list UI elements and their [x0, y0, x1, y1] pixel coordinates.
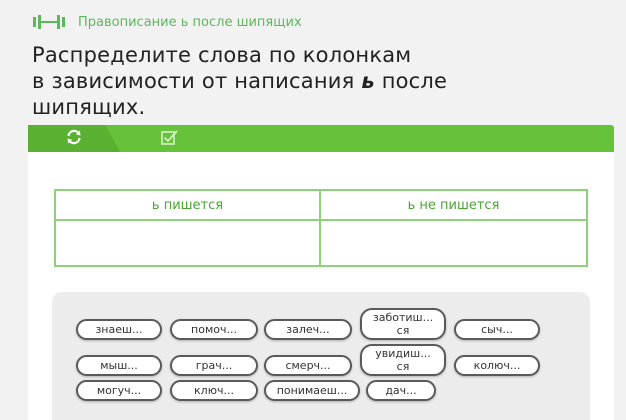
check-button[interactable] — [124, 125, 216, 152]
column-header-soft-sign-not-written: ь не пишется — [321, 191, 586, 221]
word-chip[interactable]: могуч... — [76, 380, 162, 401]
title-soft-sign: ь — [361, 69, 375, 93]
word-chip[interactable]: ключ... — [170, 380, 258, 401]
word-chip[interactable]: колюч... — [454, 355, 540, 376]
drop-zone-soft-sign-written[interactable] — [56, 221, 321, 265]
word-chip[interactable]: залеч... — [264, 319, 352, 340]
refresh-button[interactable] — [28, 125, 120, 152]
word-chip[interactable]: грач... — [170, 355, 258, 376]
breadcrumb — [32, 12, 302, 32]
page-title — [32, 42, 602, 120]
word-chip[interactable]: увидиш... ся — [360, 344, 446, 376]
column-header-soft-sign-written: ь пишется — [56, 191, 321, 221]
title-line-2 — [32, 68, 602, 94]
word-bank — [52, 292, 590, 420]
refresh-icon — [65, 128, 83, 150]
word-chip[interactable]: смерч... — [264, 355, 352, 376]
exercise-panel — [28, 152, 614, 420]
title-line-2-a: в зависимости от написания — [32, 69, 362, 93]
word-chip[interactable]: дач... — [366, 380, 436, 401]
title-line-2-c: после — [374, 69, 448, 93]
exercise-toolbar — [28, 125, 614, 152]
drop-zone-soft-sign-not-written[interactable] — [321, 221, 586, 265]
check-icon — [160, 128, 180, 150]
sorting-table — [54, 189, 588, 267]
word-chip[interactable]: помоч... — [170, 319, 258, 340]
title-line-3: шипящих. — [32, 95, 146, 119]
word-chip[interactable]: мыш... — [76, 355, 162, 376]
breadcrumb-label[interactable]: Правописание ь после шипящих — [78, 14, 302, 30]
word-chip[interactable]: знаеш... — [76, 319, 162, 340]
word-chip[interactable]: сыч... — [454, 319, 540, 340]
word-chip[interactable]: заботиш... ся — [360, 308, 446, 340]
word-chip[interactable]: понимаеш... — [264, 380, 360, 401]
title-line-1: Распределите слова по колонкам — [32, 43, 412, 67]
dumbbell-icon — [32, 15, 66, 29]
